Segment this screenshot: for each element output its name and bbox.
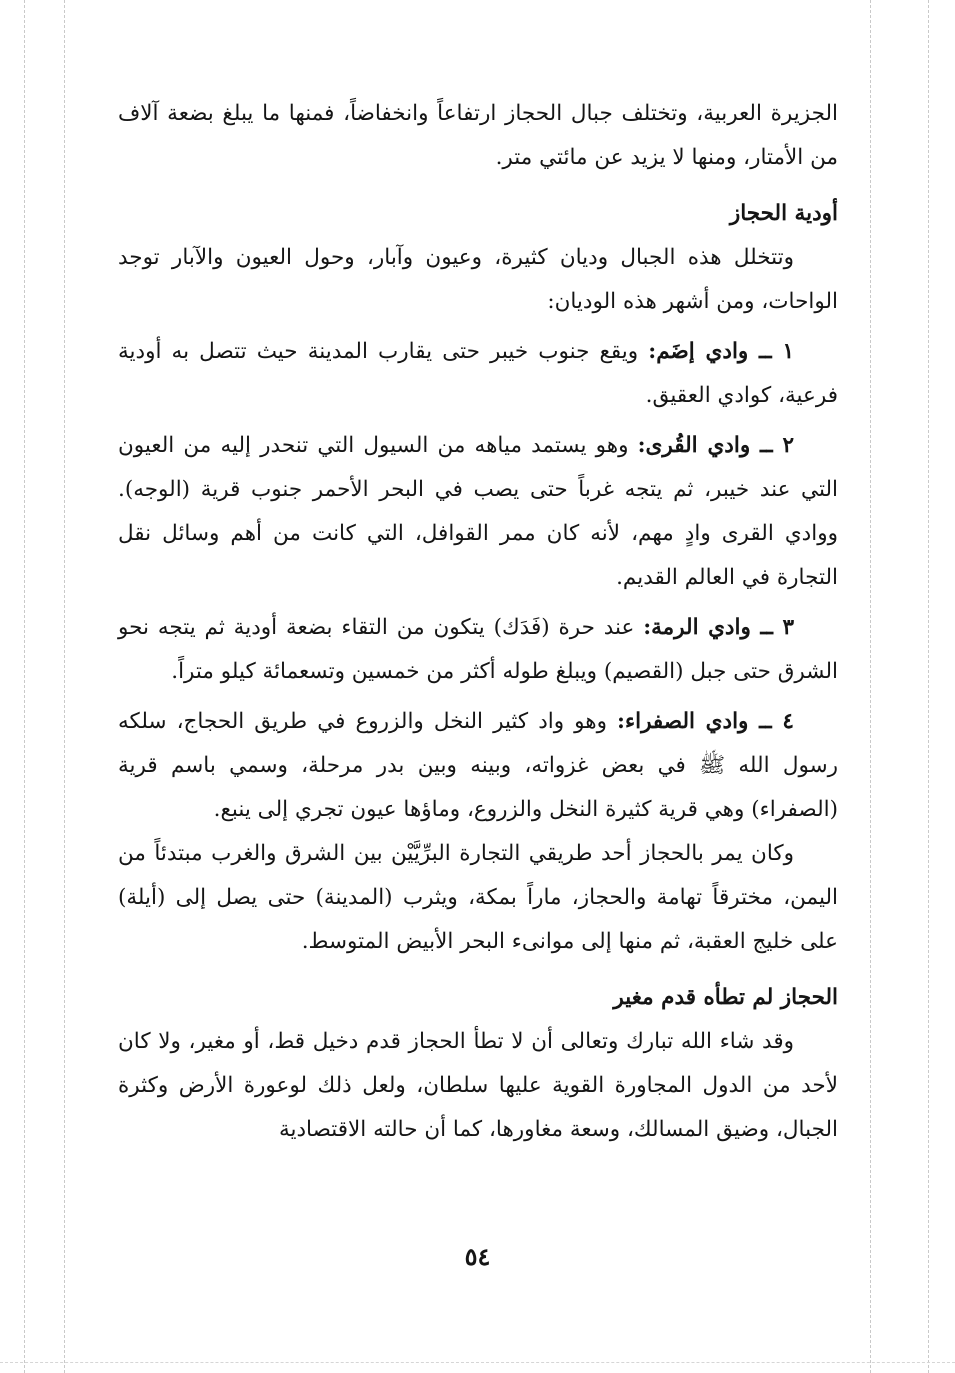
valley-item-1-text: ويقع جنوب خيبر حتى يقارب المدينة حيث تتصل به أودية فرعية، كوادي العقيق. [118, 339, 838, 408]
margin-guide-bottom [0, 1362, 955, 1363]
valley-item-4 [118, 700, 838, 832]
hijaz-untouched-paragraph: وقد شاء الله تبارك وتعالى أن لا تطأ الحجاز قدم دخيل قط، أو مغير، ولا كان لأحد من الدول المجاورة القوية عليها سلطان، ولعل ذلك لوعورة الأرض وكثرة الجبال، وضيق المسالك، وسعة مغاورها، كما أن حالته الاقتصادية [118, 1029, 838, 1142]
valley-item-1 [118, 330, 838, 418]
margin-guide-left-inner [64, 0, 65, 1373]
valley-item-4-title: ٤ ــ وادي الصفراء: [617, 709, 794, 734]
valley-item-1-title: ١ ــ وادي إضَم: [648, 339, 794, 364]
valley-item-4-text: وهو واد كثير النخل والزروع في طريق الحجاج، سلكه رسول الله ﷺ في بعض غزواته، وبينه وبين بدر مرحلة، وسمي باسم قرية (الصفراء) وهي قرية كثيرة النخل والزروع، وماؤها عيون تجري إلى ينبع. [118, 709, 838, 822]
valley-item-2-text: وهو يستمد مياهه من السيول التي تنحدر إليه من العيون التي عند خيبر، ثم يتجه غرباً حتى يصب في البحر الأحمر جنوب قرية (الوجه). ووادي القرى وادٍ مهم، لأنه كان ممر القوافل، التي كانت من أهم وسائل نقل التجارة في العالم القديم. [118, 433, 838, 590]
section-heading-valleys: أودية الحجاز [729, 201, 838, 226]
valley-item-2-title: ٢ ــ وادي القُرى: [637, 433, 794, 458]
valley-item-2 [118, 424, 838, 600]
section-heading-hijaz-untouched: الحجاز لم تطأه قدم مغير [613, 985, 838, 1010]
page-number: ٥٤ [464, 1242, 491, 1271]
valley-item-3-title: ٣ ــ وادي الرمة: [643, 615, 794, 640]
margin-guide-left [24, 0, 25, 1373]
page-body [118, 92, 838, 1152]
valley-item-3-text: عند حرة (فَدَك) يتكون من التقاء بضعة أودية ثم يتجه نحو الشرق حتى جبل (القصيم) ويبلغ طوله أكثر من خمسين وتسعمائة كيلو متراً. [118, 615, 838, 684]
valleys-intro-paragraph: وتتخلل هذه الجبال وديان كثيرة، وعيون وآبار، وحول العيون والآبار توجد الواحات، ومن أشهر هذه الوديان: [118, 245, 838, 314]
intro-paragraph: الجزيرة العربية، وتختلف جبال الحجاز ارتفاعاً وانخفاضاً، فمنها ما يبلغ بضعة آلاف من الأمتار، ومنها لا يزيد عن مائتي متر. [118, 101, 838, 170]
valley-item-3 [118, 606, 838, 694]
margin-guide-right [928, 0, 929, 1373]
margin-guide-right-inner [870, 0, 871, 1373]
trade-route-paragraph: وكان يمر بالحجاز أحد طريقي التجارة البرِّيَّيْن بين الشرق والغرب مبتدئاً من اليمن، مخترقاً تهامة والحجاز، ماراً بمكة، ويثرب (المدينة) حتى يصل إلى (أيلة) على خليج العقبة، ثم منها إلى موانىء البحر الأبيض المتوسط. [118, 841, 838, 954]
